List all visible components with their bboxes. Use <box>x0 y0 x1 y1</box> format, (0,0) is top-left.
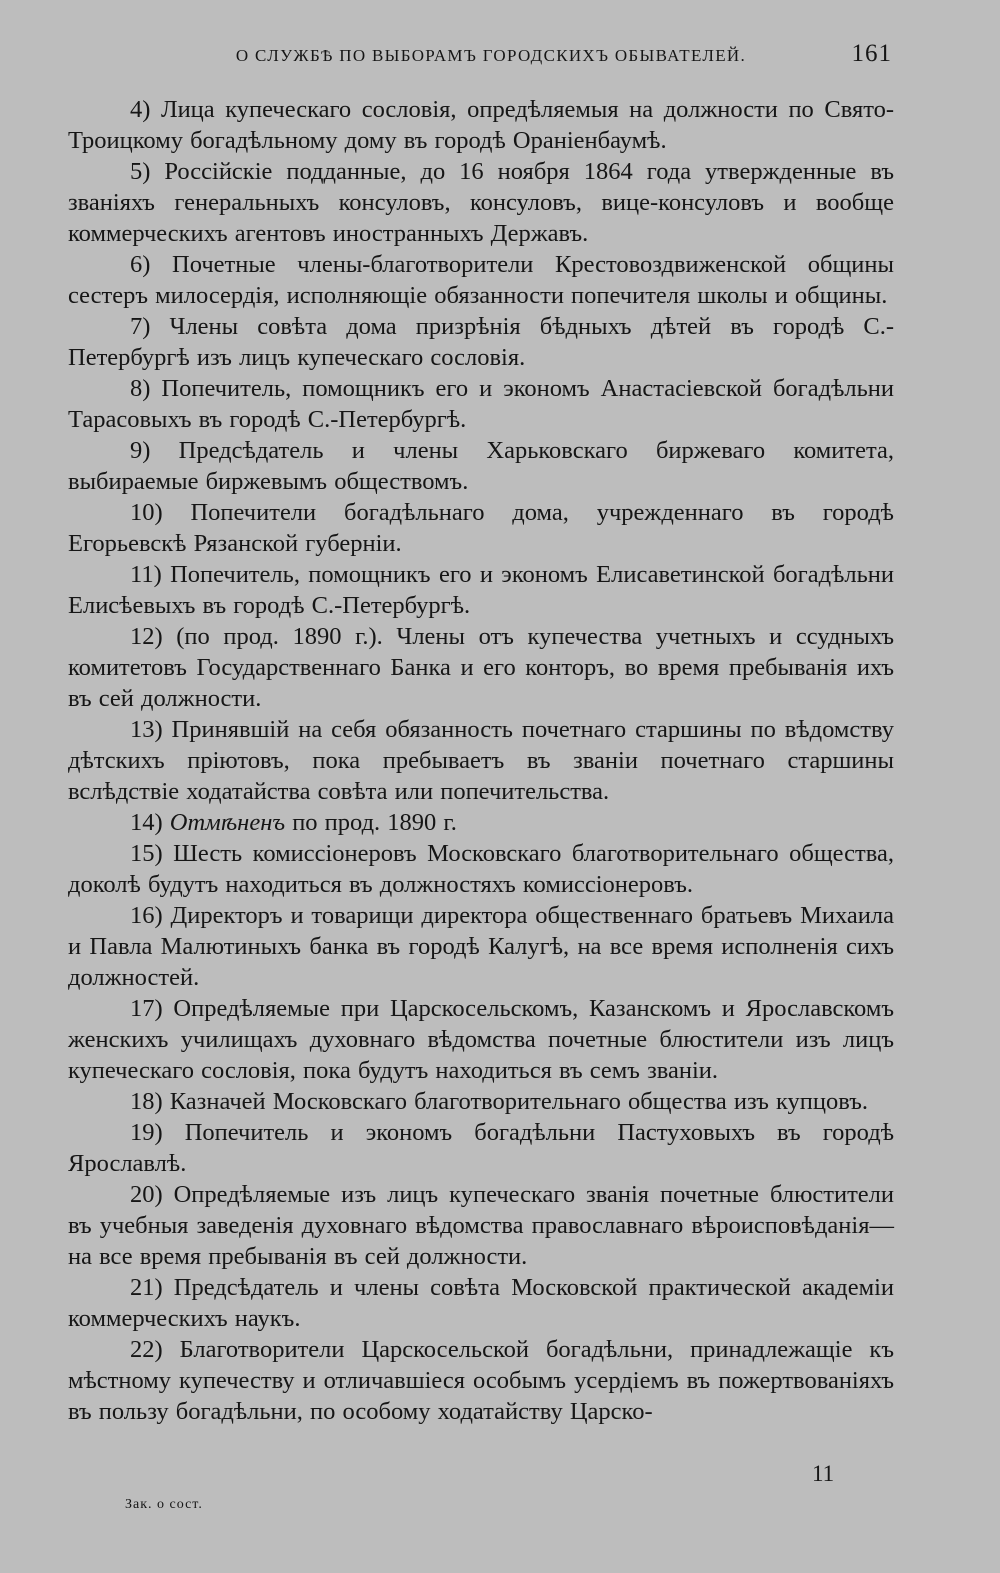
paragraph-9: 9) Предсѣдатель и члены Харьковскаго биржеваго комитета, выбираемые биржевымъ обществомъ. <box>68 437 894 495</box>
paragraph-15: 15) Шесть комиссіонеровъ Московскаго благотворительнаго общества, доколѣ будутъ находиться въ должностяхъ комиссіонеровъ. <box>68 840 894 898</box>
paragraph-21: 21) Предсѣдатель и члены совѣта Московской практической академіи коммерческихъ наукъ. <box>68 1274 894 1332</box>
paragraph-19: 19) Попечитель и экономъ богадѣльни Пастуховыхъ въ городѣ Ярославлѣ. <box>68 1119 894 1177</box>
paragraph-16: 16) Директоръ и товарищи директора общественнаго братьевъ Михаила и Павла Малютиныхъ банка въ городѣ Калугѣ, на все время исполненія сихъ должностей. <box>68 902 894 991</box>
signature-mark: 11 <box>812 1461 835 1486</box>
paragraph-14 <box>68 807 894 838</box>
paragraph-17: 17) Опредѣляемые при Царскосельскомъ, Казанскомъ и Ярославскомъ женскихъ училищахъ духовнаго вѣдомства почетные блюстители изъ лицъ купеческаго сословія, пока будутъ находиться въ семъ званіи. <box>68 995 894 1084</box>
paragraph-14-italic: Отмѣненъ <box>169 809 286 836</box>
running-header <box>68 40 894 74</box>
paragraph-14-rest: по прод. 1890 г. <box>292 809 457 836</box>
paragraph-7: 7) Члены совѣта дома призрѣнія бѣдныхъ дѣтей въ городѣ С.-Петербургѣ изъ лицъ купеческаго сословія. <box>68 313 894 371</box>
page-number: 161 <box>851 40 892 67</box>
running-title: О СЛУЖБѢ ПО ВЫБОРАМЪ ГОРОДСКИХЪ ОБЫВАТЕЛЕЙ. <box>235 46 747 65</box>
paragraph-5: 5) Россійскіе подданные, до 16 ноября 1864 года утвержденные въ званіяхъ генеральныхъ консуловъ, консуловъ, вице-консуловъ и вообще коммерческихъ агентовъ иностранныхъ Державъ. <box>68 158 894 247</box>
paragraph-12: 12) (по прод. 1890 г.). Члены отъ купечества учетныхъ и ссудныхъ комитетовъ Государственнаго Банка и его конторъ, во время пребыванія ихъ въ сей должности. <box>68 623 894 712</box>
paragraph-18: 18) Казначей Московскаго благотворительнаго общества изъ купцовъ. <box>130 1088 869 1115</box>
paragraph-11: 11) Попечитель, помощникъ его и экономъ Елисаветинской богадѣльни Елисѣевыхъ въ городѣ С.-Петербургѣ. <box>68 561 894 619</box>
paragraph-22: 22) Благотворители Царскосельской богадѣльни, принадлежащіе къ мѣстному купечеству и отличавшіеся особымъ усердіемъ въ пожертвованіяхъ въ пользу богадѣльни, по особому ходатайству Царско- <box>68 1336 894 1425</box>
paragraph-14-number: 14) <box>130 809 163 836</box>
paragraph-6: 6) Почетные члены-благотворители Крестовоздвиженской общины сестеръ милосердія, исполняющіе обязанности попечителя школы и общины. <box>68 251 894 309</box>
paragraph-13: 13) Принявшій на себя обязанность почетнаго старшины по вѣдомству дѣтскихъ пріютовъ, пока пребываетъ въ званіи почетнаго старшины вслѣдствіе ходатайства совѣта или попечительства. <box>68 716 894 805</box>
paragraph-4: 4) Лица купеческаго сословія, опредѣляемыя на должности по Свято-Троицкому богадѣльному дому въ городѣ Ораніенбаумѣ. <box>68 96 894 154</box>
footer-note: Зак. о сост. <box>125 1497 203 1512</box>
paragraph-10: 10) Попечители богадѣльнаго дома, учрежденнаго въ городѣ Егорьевскѣ Рязанской губерніи. <box>68 499 894 557</box>
body-text <box>68 94 894 1427</box>
paragraph-8: 8) Попечитель, помощникъ его и экономъ Анастасіевской богадѣльни Тарасовыхъ въ городѣ С.-Петербургѣ. <box>68 375 894 433</box>
paragraph-20: 20) Опредѣляемые изъ лицъ купеческаго званія почетные блюстители въ учебныя заведенія духовнаго вѣдомства православнаго вѣроисповѣданія—на все время пребыванія въ сей должности. <box>68 1181 894 1270</box>
